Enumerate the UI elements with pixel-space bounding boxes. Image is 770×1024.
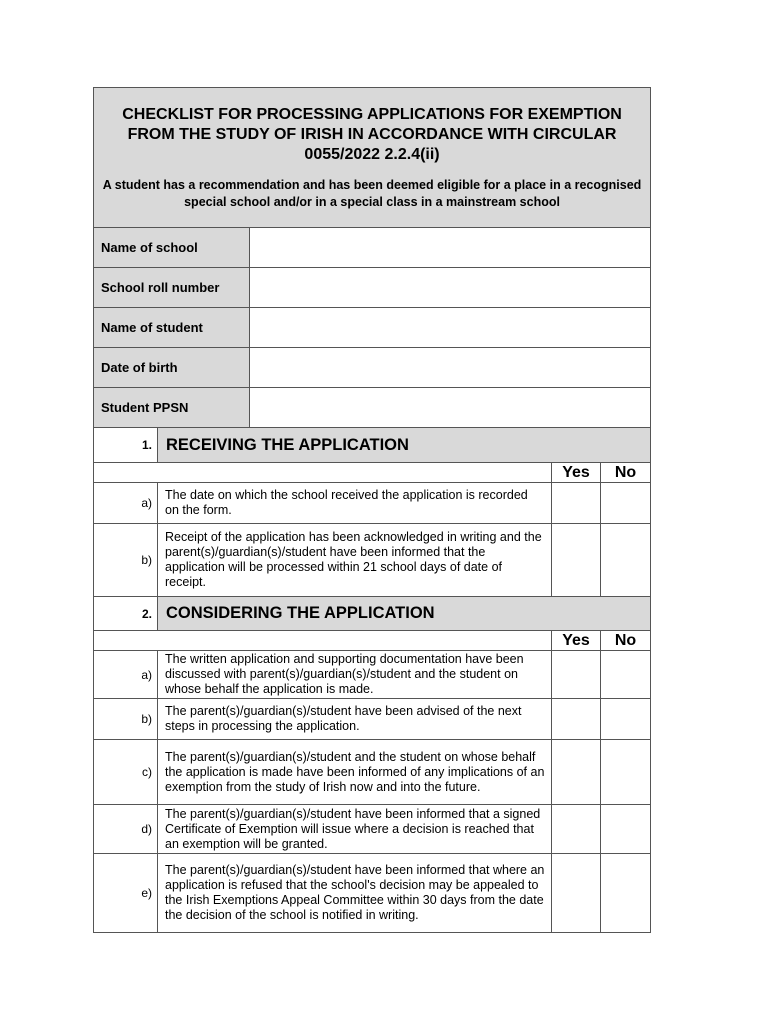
checklist-row	[94, 524, 651, 597]
school-name-field[interactable]	[250, 228, 651, 268]
page-subtitle: A student has a recommendation and has been deemed eligible for a place in a recognised special school and/or in a special class in a mainstream school	[102, 177, 642, 209]
field-row-student-name	[94, 308, 651, 348]
field-label: Name of student	[94, 308, 250, 348]
section-title: RECEIVING THE APPLICATION	[158, 428, 651, 463]
section-number: 1.	[94, 428, 158, 463]
checklist-row	[94, 740, 651, 805]
roll-number-field[interactable]	[250, 268, 651, 308]
no-checkbox[interactable]	[601, 699, 651, 740]
yes-no-header-row	[94, 463, 651, 483]
field-row-date-of-birth	[94, 348, 651, 388]
student-name-field[interactable]	[250, 308, 651, 348]
no-checkbox[interactable]	[601, 651, 651, 699]
yes-checkbox[interactable]	[552, 699, 601, 740]
item-text: The parent(s)/guardian(s)/student have been informed that a signed Certificate of Exemption will issue where a decision is reached that an exemption will be granted.	[158, 805, 552, 854]
checklist-document	[93, 87, 650, 933]
checklist-row	[94, 699, 651, 740]
field-label: School roll number	[94, 268, 250, 308]
yes-checkbox[interactable]	[552, 854, 601, 933]
yes-column-header: Yes	[552, 631, 601, 651]
field-row-roll-number	[94, 268, 651, 308]
item-text: The parent(s)/guardian(s)/student have been advised of the next steps in processing the application.	[158, 699, 552, 740]
item-letter: a)	[94, 651, 158, 699]
item-text: The date on which the school received the application is recorded on the form.	[158, 483, 552, 524]
section-title: CONSIDERING THE APPLICATION	[158, 597, 651, 631]
section-number: 2.	[94, 597, 158, 631]
no-column-header: No	[601, 463, 651, 483]
item-letter: b)	[94, 524, 158, 597]
section-header-row	[94, 597, 651, 631]
header-row	[94, 88, 651, 228]
ppsn-field[interactable]	[250, 388, 651, 428]
checklist-row	[94, 483, 651, 524]
item-letter: c)	[94, 740, 158, 805]
section-header-row	[94, 428, 651, 463]
yes-checkbox[interactable]	[552, 483, 601, 524]
no-checkbox[interactable]	[601, 524, 651, 597]
yes-column-header: Yes	[552, 463, 601, 483]
yes-checkbox[interactable]	[552, 524, 601, 597]
no-checkbox[interactable]	[601, 854, 651, 933]
no-checkbox[interactable]	[601, 740, 651, 805]
no-checkbox[interactable]	[601, 805, 651, 854]
field-row-ppsn	[94, 388, 651, 428]
item-text: The parent(s)/guardian(s)/student and the student on whose behalf the application is made have been informed of any implications of an exemption from the study of Irish now and into the future.	[158, 740, 552, 805]
field-label: Date of birth	[94, 348, 250, 388]
item-letter: e)	[94, 854, 158, 933]
no-checkbox[interactable]	[601, 483, 651, 524]
checklist-row	[94, 854, 651, 933]
item-letter: d)	[94, 805, 158, 854]
item-text: Receipt of the application has been acknowledged in writing and the parent(s)/guardian(s)/student have been informed that the application will be processed within 21 school days of date of receipt.	[158, 524, 552, 597]
item-letter: b)	[94, 699, 158, 740]
checklist-table	[93, 87, 651, 933]
yes-no-header-row	[94, 631, 651, 651]
page-title: CHECKLIST FOR PROCESSING APPLICATIONS FOR EXEMPTION FROM THE STUDY OF IRISH IN ACCORDANCE WITH CIRCULAR 0055/2022 2.2.4(ii)	[122, 105, 622, 163]
checklist-row	[94, 651, 651, 699]
yes-checkbox[interactable]	[552, 651, 601, 699]
header-cell	[94, 88, 651, 228]
yes-checkbox[interactable]	[552, 740, 601, 805]
field-label: Student PPSN	[94, 388, 250, 428]
yes-checkbox[interactable]	[552, 805, 601, 854]
item-text: The parent(s)/guardian(s)/student have been informed that where an application is refused that the school's decision may be appealed to the Irish Exemptions Appeal Committee within 30 days from the date the decision of the school is notified in writing.	[158, 854, 552, 933]
field-label: Name of school	[94, 228, 250, 268]
date-of-birth-field[interactable]	[250, 348, 651, 388]
item-text: The written application and supporting documentation have been discussed with parent(s)/guardian(s)/student and the student on whose behalf the application is made.	[158, 651, 552, 699]
item-letter: a)	[94, 483, 158, 524]
no-column-header: No	[601, 631, 651, 651]
checklist-row	[94, 805, 651, 854]
field-row-school-name	[94, 228, 651, 268]
